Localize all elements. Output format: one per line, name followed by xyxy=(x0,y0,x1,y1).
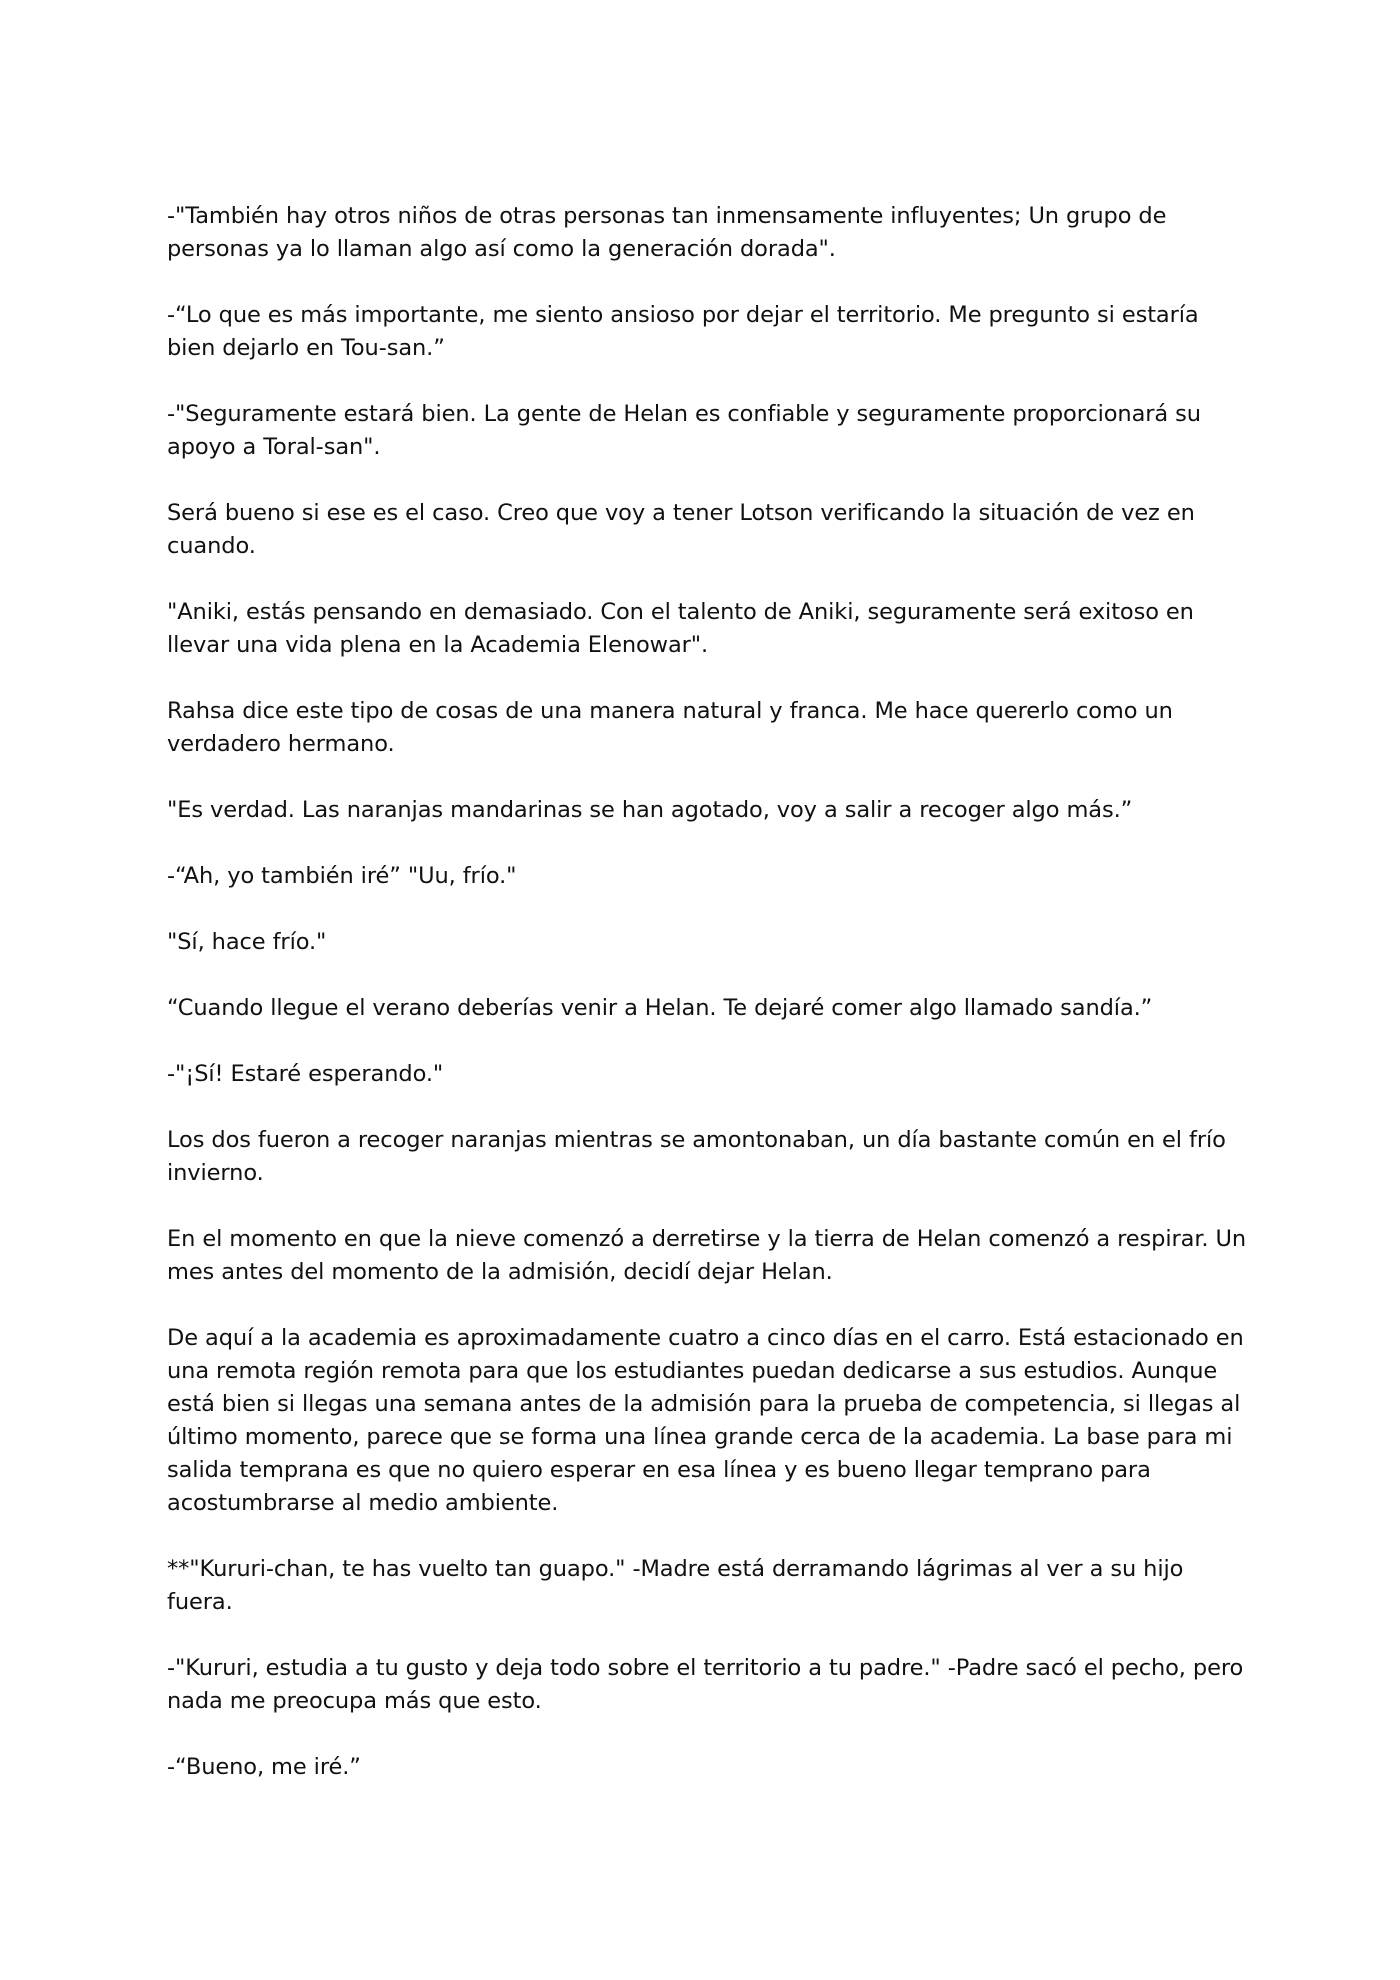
paragraph: En el momento en que la nieve comenzó a derretirse y la tierra de Helan comenzó a respirar. Un mes antes del momento de la admisión, decidí dejar Helan. xyxy=(167,1226,1247,1285)
paragraph: -“Ah, yo también iré” "Uu, frío." xyxy=(167,863,517,889)
paragraph: Rahsa dice este tipo de cosas de una manera natural y franca. Me hace quererlo como un verdadero hermano. xyxy=(167,698,1173,757)
paragraph: Será bueno si ese es el caso. Creo que voy a tener Lotson verificando la situación de vez en cuando. xyxy=(167,500,1195,559)
paragraph: -"También hay otros niños de otras personas tan inmensamente influyentes; Un grupo de personas ya lo llaman algo así como la generación dorada". xyxy=(167,203,1167,262)
paragraph: -"¡Sí! Estaré esperando." xyxy=(167,1061,444,1087)
paragraph: -"Kururi, estudia a tu gusto y deja todo sobre el territorio a tu padre." -Padre sacó el pecho, pero nada me preocupa más que esto. xyxy=(167,1655,1244,1714)
paragraph: De aquí a la academia es aproximadamente cuatro a cinco días en el carro. Está estacionado en una remota región remota para que los estudiantes puedan dedicarse a sus estudios. Aunque está bien si llegas una semana antes de la admisión para la prueba de competencia, si llegas al último momento, parece que se forma una línea grande cerca de la academia. La base para mi salida temprana es que no quiero esperar en esa línea y es bueno llegar temprano para acostumbrarse al medio ambiente. xyxy=(167,1325,1244,1516)
paragraph: “Cuando llegue el verano deberías venir a Helan. Te dejaré comer algo llamado sandía.” xyxy=(167,995,1153,1021)
body-text xyxy=(167,200,1247,1817)
paragraph: -"Seguramente estará bien. La gente de Helan es confiable y seguramente proporcionará su apoyo a Toral-san". xyxy=(167,401,1201,460)
paragraph: "Aniki, estás pensando en demasiado. Con el talento de Aniki, seguramente será exitoso en llevar una vida plena en la Academia Elenowar". xyxy=(167,599,1194,658)
paragraph: "Sí, hace frío." xyxy=(167,929,327,955)
paragraph: **"Kururi-chan, te has vuelto tan guapo." -Madre está derramando lágrimas al ver a su hijo fuera. xyxy=(167,1556,1184,1615)
paragraph: -“Bueno, me iré.” xyxy=(167,1754,361,1780)
paragraph: "Es verdad. Las naranjas mandarinas se han agotado, voy a salir a recoger algo más.” xyxy=(167,797,1133,823)
paragraph: Los dos fueron a recoger naranjas mientras se amontonaban, un día bastante común en el frío invierno. xyxy=(167,1127,1226,1186)
paragraph: -“Lo que es más importante, me siento ansioso por dejar el territorio. Me pregunto si estaría bien dejarlo en Tou-san.” xyxy=(167,302,1199,361)
